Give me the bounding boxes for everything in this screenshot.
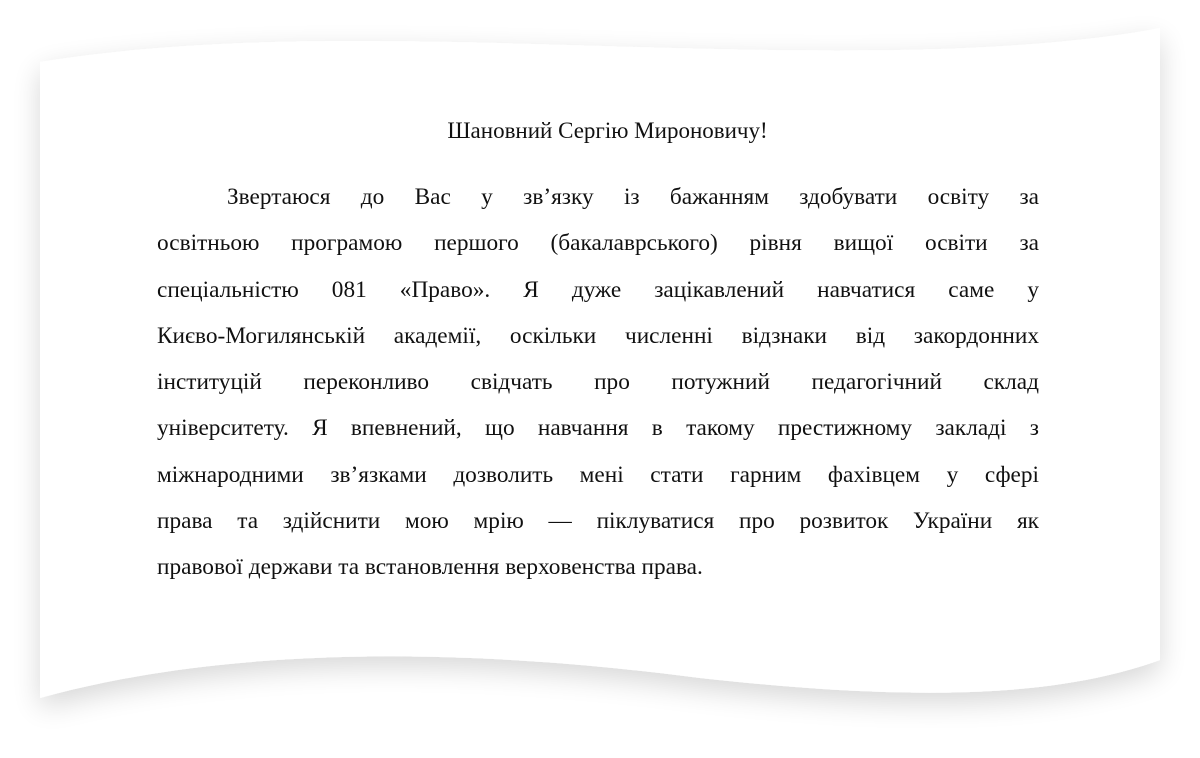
body-line: університету. Я впевнений, що навчання в такому престижному закладі з: [157, 415, 1039, 442]
body-line: інституцій переконливо свідчать про потужний педагогічний склад: [157, 369, 1039, 396]
cover-letter: [157, 108, 1039, 591]
letter-body: [157, 174, 1039, 591]
body-line: освітньою програмою першого (бакалаврського) рівня вищої освіти за: [157, 230, 1039, 257]
body-line: міжнародними зв’язками дозволить мені стати гарним фахівцем у сфері: [157, 461, 1039, 488]
body-line: права та здійснити мою мрію — піклуватися про розвиток України як: [157, 508, 1039, 535]
body-line: Звертаюся до Вас у зв’язку із бажанням здобувати освіту за: [227, 184, 1039, 210]
salutation: Шановний Сергію Мироновичу!: [447, 118, 768, 143]
body-line: спеціальністю 081 «Право». Я дуже зацікавлений навчатися саме у: [157, 276, 1039, 303]
body-line: правової держави та встановлення верховенства права.: [157, 554, 703, 581]
body-line: Києво-Могилянській академії, оскільки численні відзнаки від закордонних: [157, 322, 1039, 349]
